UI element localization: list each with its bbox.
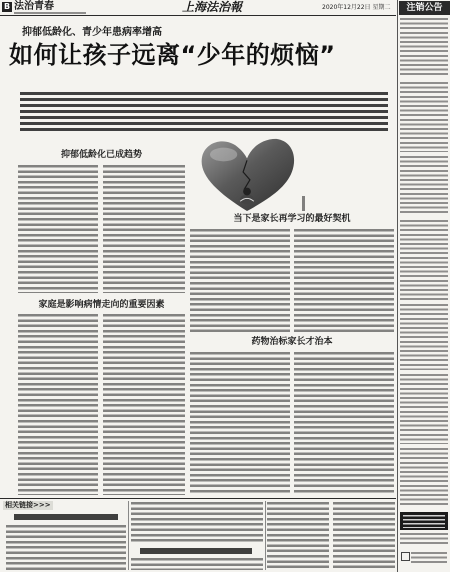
article-body-column bbox=[103, 314, 185, 495]
article-body-column bbox=[18, 314, 98, 495]
notice-text-block bbox=[400, 304, 448, 370]
heart-highlight bbox=[210, 148, 237, 162]
notice-text-block bbox=[400, 82, 448, 152]
header-rule bbox=[0, 15, 396, 16]
related-body-text bbox=[131, 502, 263, 544]
related-body-text bbox=[131, 558, 263, 570]
notice-column-title: 注销公告 bbox=[399, 1, 450, 15]
article-body-column bbox=[18, 165, 98, 293]
section-heading-parents-learning: 当下是家长再学习的最好契机 bbox=[233, 214, 351, 224]
article-headline: 如何让孩子远离“少年的烦恼” bbox=[9, 41, 336, 69]
section-heading-trend: 抑郁低龄化已成趋势 bbox=[60, 150, 142, 160]
section-title: 法治青春 bbox=[14, 1, 54, 12]
section-heading-medication: 药物治标家长才治本 bbox=[251, 337, 333, 347]
page-letter-logo: B bbox=[3, 2, 11, 11]
notice-text-block bbox=[400, 220, 448, 300]
article-intro bbox=[20, 92, 388, 134]
notice-text-block bbox=[400, 18, 448, 78]
publication-info-text bbox=[403, 515, 445, 528]
related-heading-middle bbox=[140, 548, 252, 554]
article-body-column bbox=[190, 229, 290, 333]
notice-text-block bbox=[400, 448, 448, 508]
illustration-credit bbox=[302, 196, 305, 211]
related-column-divider bbox=[128, 501, 129, 570]
related-column-divider bbox=[265, 501, 266, 570]
related-body-text bbox=[267, 502, 329, 570]
related-body-text bbox=[6, 525, 126, 570]
article-body-column bbox=[294, 352, 394, 495]
section-heading-family: 家庭是影响病情走向的重要因素 bbox=[38, 300, 165, 310]
article-body-column bbox=[294, 229, 394, 333]
broken-heart-with-child-icon bbox=[195, 135, 300, 213]
footer-info-lines bbox=[411, 552, 447, 564]
publication-info-box bbox=[400, 512, 448, 530]
notice-text-block bbox=[400, 156, 448, 216]
article-body-column bbox=[190, 352, 290, 495]
qr-code-icon bbox=[401, 552, 410, 561]
newspaper-masthead: 上海法治報 bbox=[181, 0, 242, 14]
related-links-label: 相关链接>>> bbox=[5, 501, 51, 509]
child-head bbox=[243, 188, 251, 196]
issue-date: 2020年12月22日 星期二 bbox=[322, 4, 391, 11]
related-heading-left bbox=[14, 514, 118, 520]
related-body-text bbox=[333, 502, 395, 570]
publication-info-lines bbox=[400, 533, 448, 547]
article-body-column bbox=[103, 165, 185, 293]
column-divider bbox=[397, 0, 398, 572]
notice-text-block bbox=[400, 374, 448, 444]
article-kicker: 抑郁低龄化、青少年患病率增高 bbox=[22, 27, 162, 38]
related-section-rule bbox=[0, 498, 396, 499]
